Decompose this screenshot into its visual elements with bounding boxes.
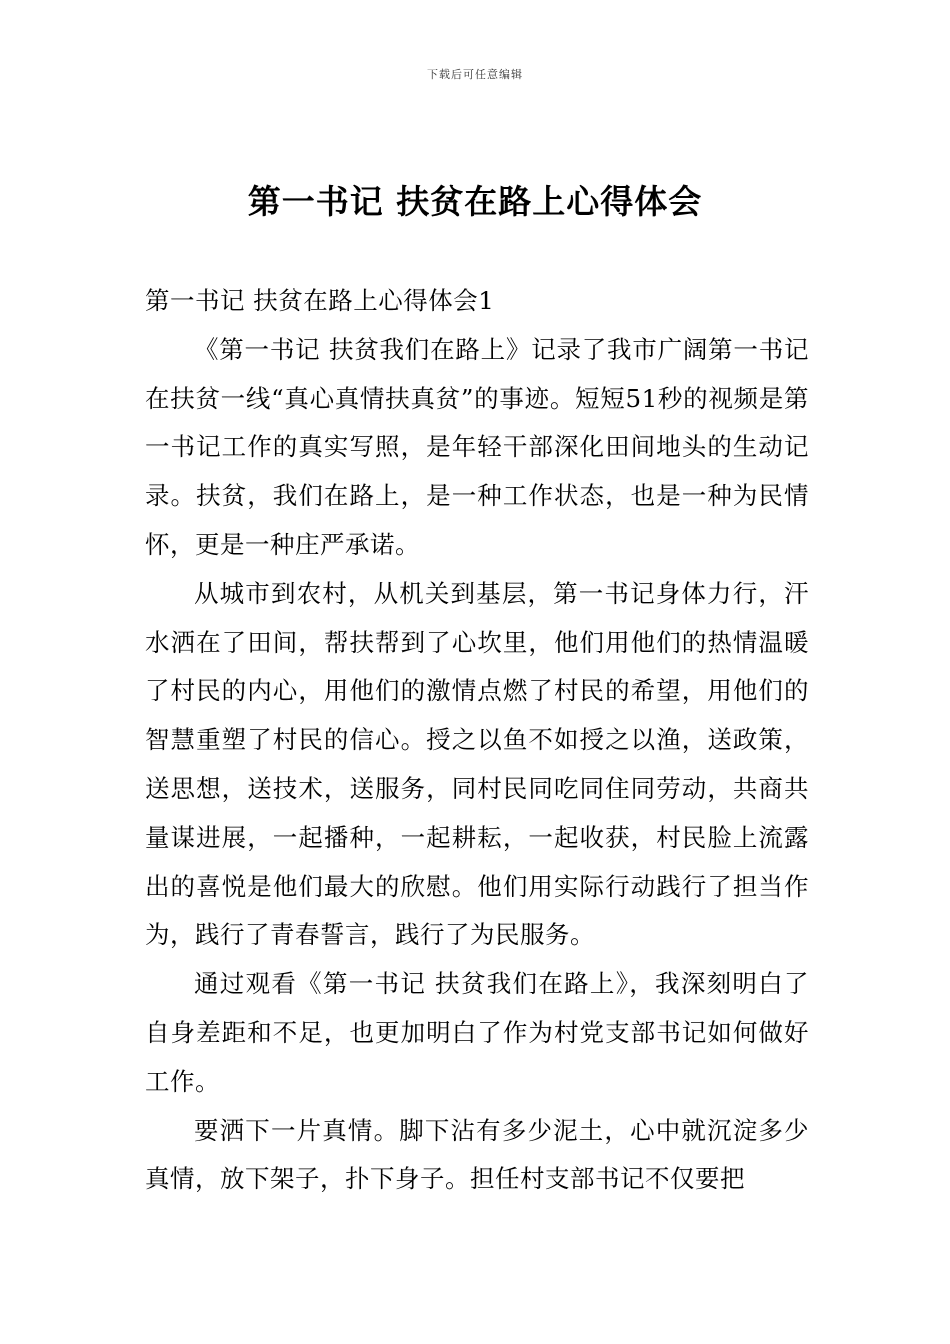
paragraph-2: 从城市到农村，从机关到基层，第一书记身体力行，汗水洒在了田间，帮扶帮到了心坎里，他们用他们的热情温暖了村民的内心，用他们的激情点燃了村民的希望，用他们的智慧重塑了村民的信心。授之以鱼不如授之以渔，送政策，送思想，送技术，送服务，同村民同吃同住同劳动，共商共量谋进展，一起播种，一起耕耘，一起收获，村民脸上流露出的喜悦是他们最大的欣慰。他们用实际行动践行了担当作为，践行了青春誓言，践行了为民服务。	[145, 578, 809, 950]
paragraph-3: 通过观看《第一书记 扶贫我们在路上》，我深刻明白了自身差距和不足，也更加明白了作为村党支部书记如何做好工作。	[145, 969, 809, 1096]
document-title: 第一书记 扶贫在路上心得体会	[247, 182, 703, 221]
paragraph-1: 《第一书记 扶贫我们在路上》记录了我市广阔第一书记在扶贫一线“真心真情扶真贫”的事迹。短短51秒的视频是第一书记工作的真实写照，是年轻干部深化田间地头的生动记录。扶贫，我们在路上，是一种工作状态，也是一种为民情怀，更是一种庄严承诺。	[145, 334, 809, 559]
paragraph-4: 要洒下一片真情。脚下沾有多少泥土，心中就沉淀多少真情，放下架子，扑下身子。担任村支部书记不仅要把	[145, 1115, 809, 1194]
header-note: 下载后可任意编辑	[427, 68, 523, 81]
section-heading: 第一书记 扶贫在路上心得体会1	[145, 286, 495, 315]
document-body	[145, 277, 809, 1204]
